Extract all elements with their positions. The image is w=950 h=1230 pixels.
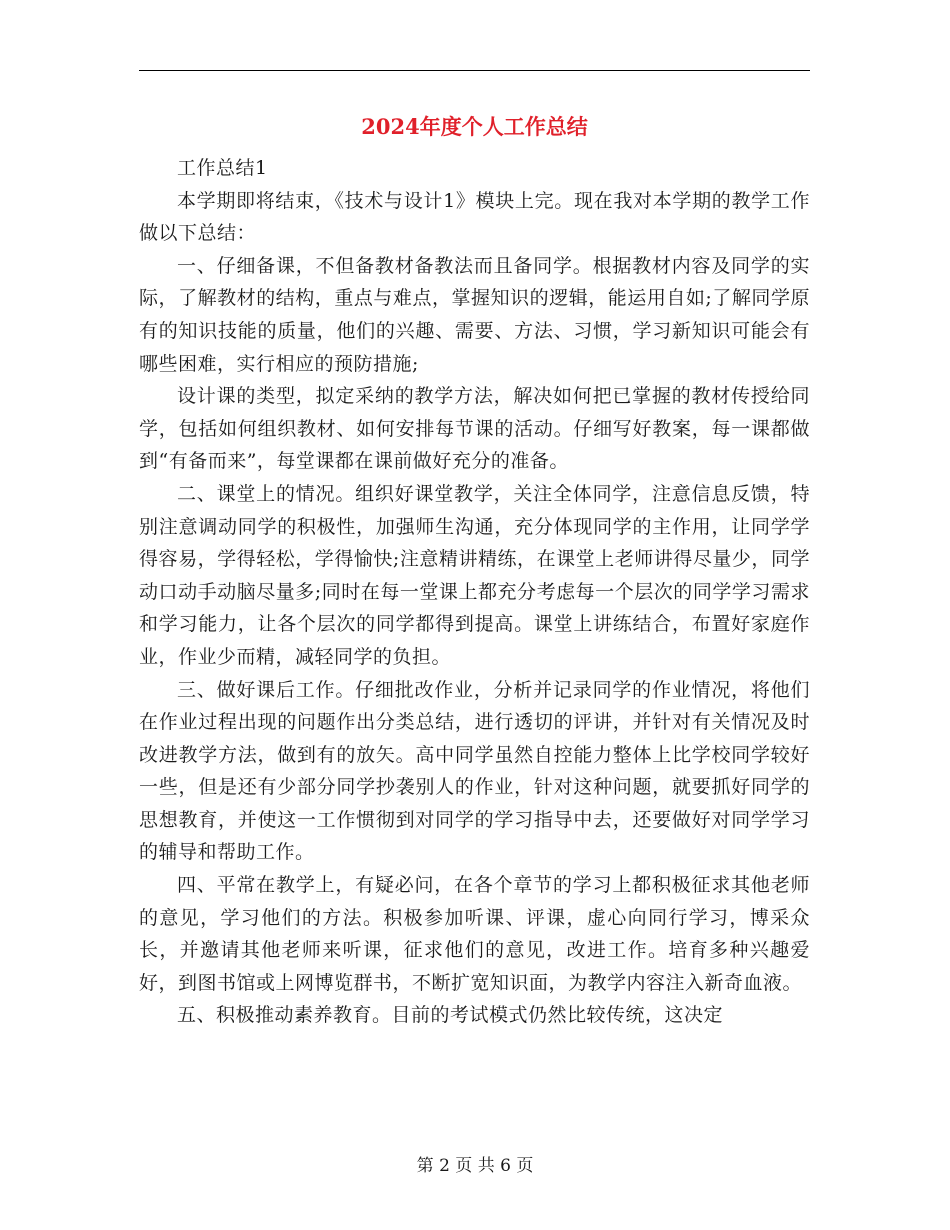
paragraph-section-5: 五、积极推动素养教育。目前的考试模式仍然比较传统，这决定 xyxy=(177,1004,724,1027)
paragraph-section-4: 四、平常在教学上，有疑必问，在各个章节的学习上都积极征求其他老师的意见，学习他们的方法。积极参加听课、评课，虚心向同行学习，博采众长，并邀请其他老师来听课，征求他们的意见，改进工作。培育多种兴趣爱好，到图书馆或上网博览群书，不断扩宽知识面，为教学内容注入新奇血液。 xyxy=(139,874,810,994)
document-body xyxy=(139,152,810,1032)
paragraph-section-1: 一、仔细备课，不但备教材备教法而且备同学。根据教材内容及同学的实际，了解教材的结构，重点与难点，掌握知识的逻辑，能运用自如;了解同学原有的知识技能的质量，他们的兴趣、需要、方法、习惯，学习新知识可能会有哪些困难，实行相应的预防措施; xyxy=(139,254,810,375)
header-rule xyxy=(139,70,810,71)
paragraph-section-2: 二、课堂上的情况。组织好课堂教学，关注全体同学，注意信息反馈，特别注意调动同学的积极性，加强师生沟通，充分体现同学的主作用，让同学学得容易，学得轻松，学得愉快;注意精讲精练，在课堂上老师讲得尽量少，同学动口动手动脑尽量多;同时在每一堂课上都充分考虑每一个层次的同学学习需求和学习能力，让各个层次的同学都得到提高。课堂上讲练结合，布置好家庭作业，作业少而精，减轻同学的负担。 xyxy=(139,482,810,668)
page-number-footer: 第 2 页 共 6 页 xyxy=(416,1156,534,1176)
paragraph-lesson-design: 设计课的类型，拟定采纳的教学方法，解决如何把已掌握的教材传授给同学，包括如何组织教材、如何安排每节课的活动。仔细写好教案，每一课都做到“有备而来”，每堂课都在课前做好充分的准备。 xyxy=(139,385,810,473)
document-title: 2024年度个人工作总结 xyxy=(361,114,588,139)
paragraph-heading: 工作总结1 xyxy=(177,157,268,179)
paragraph-section-3: 三、做好课后工作。仔细批改作业，分析并记录同学的作业情况，将他们在作业过程出现的问题作出分类总结，进行透切的评讲，并针对有关情况及时改进教学方法，做到有的放矢。高中同学虽然自控能力整体上比学校同学较好一些，但是还有少部分同学抄袭别人的作业，针对这种问题，就要抓好同学的思想教育，并使这一工作惯彻到对同学的学习指导中去，还要做好对同学学习的辅导和帮助工作。 xyxy=(139,678,810,864)
paragraph-intro: 本学期即将结束，《技术与设计1》模块上完。现在我对本学期的教学工作做以下总结： xyxy=(139,189,810,245)
